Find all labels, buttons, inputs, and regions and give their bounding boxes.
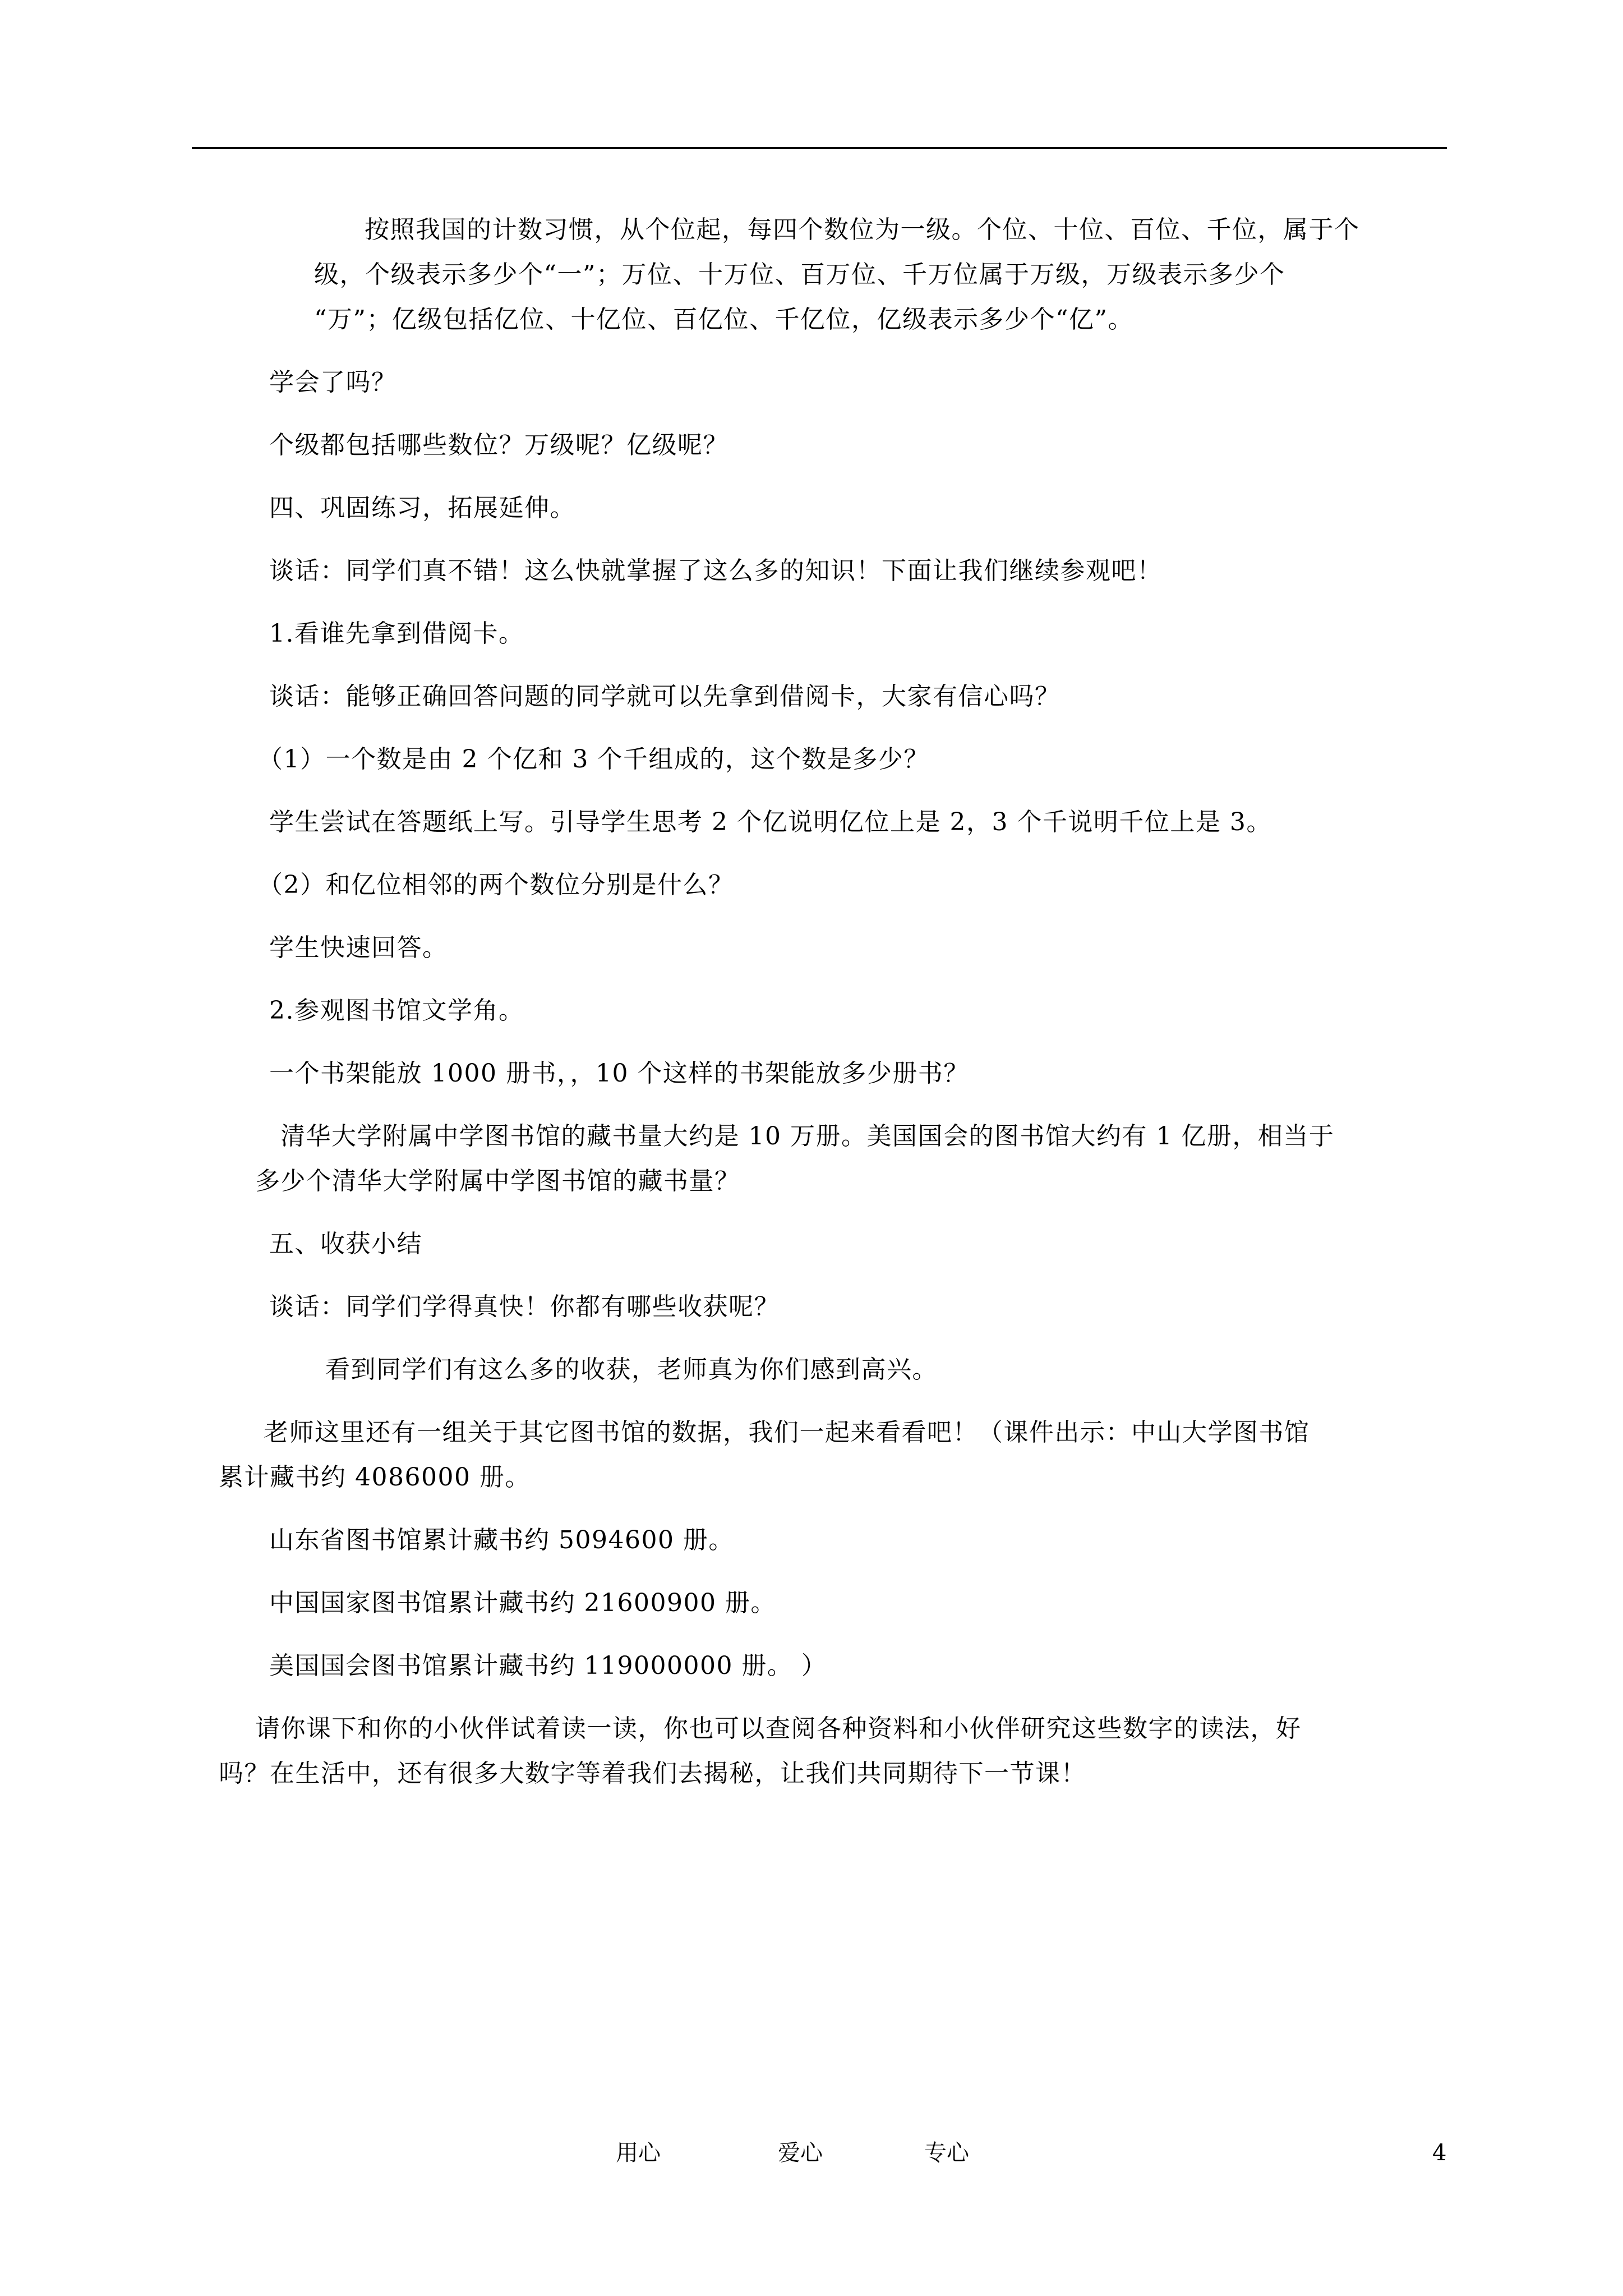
text-line: 谈话：同学们真不错！这么快就掌握了这么多的知识！下面让我们继续参观吧！ xyxy=(269,556,1163,585)
paragraph-shandong-library xyxy=(269,1518,1447,1563)
text-line: 1.看谁先拿到借阅卡。 xyxy=(269,619,524,648)
paragraph-item-1 xyxy=(269,611,1447,656)
text-line: 2.参观图书馆文学角。 xyxy=(269,996,524,1025)
section-heading-practice xyxy=(269,486,1447,531)
header-rule xyxy=(192,147,1447,149)
text-line: “万”；亿级包括亿位、十亿位、百亿位、千亿位，亿级表示多少个“亿”。 xyxy=(314,305,1133,334)
paragraph-library-comparison xyxy=(255,1114,1447,1204)
text-line: 级，个级表示多少个“一”；万位、十万位、百万位、千万位属于万级，万级表示多少个 xyxy=(314,260,1285,289)
paragraph-question-1 xyxy=(258,737,1447,782)
paragraph-levels-question xyxy=(269,423,1447,468)
paragraph-library-data xyxy=(219,1410,1447,1500)
paragraph-congress-library xyxy=(269,1644,1447,1688)
text-line: 吗？在生活中，还有很多大数字等着我们去揭秘，让我们共同期待下一节课！ xyxy=(219,1759,1086,1788)
text-line: （2）和亿位相邻的两个数位分别是什么？ xyxy=(258,871,734,899)
paragraph-talk-praise xyxy=(269,549,1447,593)
paragraph-counting-levels xyxy=(314,208,1447,342)
footer-motto-3: 专心 xyxy=(924,2140,969,2166)
paragraph-item-2 xyxy=(269,988,1447,1033)
paragraph-student-try xyxy=(269,800,1447,845)
text-line: 山东省图书馆累计藏书约 5094600 册。 xyxy=(269,1526,734,1554)
paragraph-learned-question xyxy=(269,360,1447,405)
section-heading-summary xyxy=(269,1222,1447,1267)
paragraph-teacher-happy xyxy=(269,1347,1447,1392)
text-line: 累计藏书约 4086000 册。 xyxy=(219,1463,531,1492)
text-line: 看到同学们有这么多的收获，老师真为你们感到高兴。 xyxy=(325,1355,938,1384)
text-line: （1）一个数是由 2 个亿和 3 个千组成的，这个数是多少？ xyxy=(258,745,929,774)
text-line: 五、收获小结 xyxy=(269,1230,422,1258)
text-line: 一个书架能放 1000 册书，，10 个这样的书架能放多少册书？ xyxy=(269,1059,969,1088)
text-line: 个级都包括哪些数位？万级呢？亿级呢？ xyxy=(269,431,728,459)
paragraph-question-2 xyxy=(258,863,1447,908)
text-line: 谈话：能够正确回答问题的同学就可以先拿到借阅卡，大家有信心吗？ xyxy=(269,682,1061,711)
page-footer xyxy=(0,2136,1623,2170)
page-number: 4 xyxy=(1432,2140,1447,2166)
footer-motto-1: 用心 xyxy=(616,2140,661,2166)
paragraph-talk-card xyxy=(269,674,1447,719)
text-line: 美国国会图书馆累计藏书约 119000000 册。 ） xyxy=(269,1651,827,1680)
text-line: 谈话：同学们学得真快！你都有哪些收获呢？ xyxy=(269,1292,780,1321)
paragraph-closing xyxy=(219,1706,1447,1796)
text-line: 清华大学附属中学图书馆的藏书量大约是 10 万册。美国国会的图书馆大约有 1 亿册，相当于 xyxy=(280,1122,1335,1151)
footer-motto-2: 爱心 xyxy=(778,2140,823,2166)
paragraph-bookshelf xyxy=(269,1051,1447,1096)
text-line: 按照我国的计数习惯，从个位起，每四个数位为一级。个位、十位、百位、千位，属于个 xyxy=(365,215,1360,244)
text-line: 四、巩固练习，拓展延伸。 xyxy=(269,494,575,522)
text-line: 多少个清华大学附属中学图书馆的藏书量？ xyxy=(255,1167,740,1195)
paragraph-talk-gains xyxy=(269,1285,1447,1329)
text-line: 中国国家图书馆累计藏书约 21600900 册。 xyxy=(269,1589,776,1617)
paragraph-student-answer xyxy=(269,926,1447,970)
paragraph-national-library xyxy=(269,1581,1447,1626)
text-line: 学生尝试在答题纸上写。引导学生思考 2 个亿说明亿位上是 2，3 个千说明千位上是 3。 xyxy=(269,808,1272,836)
text-line: 学会了吗？ xyxy=(269,368,397,397)
text-line: 老师这里还有一组关于其它图书馆的数据，我们一起来看看吧！（课件出示：中山大学图书馆 xyxy=(264,1418,1310,1447)
document-body xyxy=(219,208,1447,1814)
text-line: 请你课下和你的小伙伴试着读一读，你也可以查阅各种资料和小伙伴研究这些数字的读法，好 xyxy=(255,1714,1302,1743)
text-line: 学生快速回答。 xyxy=(269,933,448,962)
